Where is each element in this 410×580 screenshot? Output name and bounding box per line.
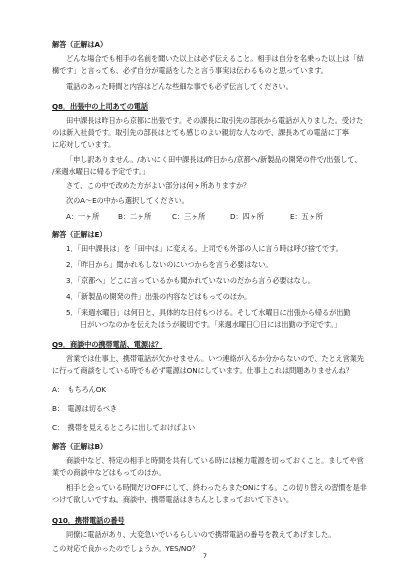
text-line: 田中課長は昨日から京都に出張です。その課長に取引先の部長から電話が入りました。受けた: [66, 116, 364, 125]
text-line: つけて欲しいですね。商談中、携帯電話はきちんとしまっておいて下さい。: [52, 495, 293, 504]
text-line: 5．「来週水曜日」は何日と、具体的な日付もつける。そして水曜日に出張から帰るが出勤: [66, 308, 351, 317]
answer-heading: 解答（正解はE）: [52, 230, 107, 239]
text-line: に応対しています。: [52, 140, 116, 149]
text-line: に行って商談をしている時でも必ず電源はONにしています。仕事上これは問題ありませんね？: [52, 366, 353, 375]
text-line: 電話のあった時間と内容はどんな些細な事でも必ず伝言してください。: [66, 82, 293, 91]
text-line: E：五ヶ所: [290, 212, 323, 221]
text-line: 日がいつなのかを伝えたほうが親切です。「来週水曜日〇日には出勤の予定です。」: [80, 320, 341, 329]
text-line: B： 電源は切るべき: [52, 404, 118, 413]
question-heading: Q9．商談中の携帯電話、電源は？: [52, 340, 163, 349]
text-line: 4．「新製品の開発の件」出張の内容などはもってのほか。: [66, 292, 252, 301]
text-line: さて、この中で改めた方がよい部分は何ヶ所ありますか？: [66, 181, 251, 190]
text-line: B：二ヶ所: [118, 212, 152, 221]
text-line: A：一ヶ所: [66, 212, 100, 221]
text-line: 構です」と言っても、必ず自分が電話をしたと言う事実は伝わるものと思っています。: [52, 66, 328, 75]
text-line: C：三ヶ所: [172, 212, 206, 221]
text-line: 「申し訳ありません。/あいにく田中課長は/昨日から/京都へ/新製品の開発の件で/出張して、: [66, 155, 362, 164]
page-number: 7: [202, 552, 208, 560]
text-line: C： 携帯を見えるところに出しておけばよい: [52, 423, 196, 432]
text-line: 同僚に電話があり、大変急いでいるらしいので携帯電話の番号を教えてあげました。: [66, 530, 336, 539]
text-line: 3．「京都へ」どこに言っているかも聞かれていないのだから言う必要はなし。: [66, 276, 315, 285]
question-heading: Q8．出張中の上司あての電話: [52, 102, 148, 111]
question-heading: Q10．携帯電話の番号: [52, 516, 125, 525]
text-line: /来週水曜日に帰る予定です。」: [52, 167, 150, 176]
text-line: 営業では仕事上、携帯電話が欠かせません。いつ連絡が入るか分からないので、たとえ営業先: [66, 354, 364, 363]
text-line: 次のA～Eの中から選択してください。: [66, 196, 189, 205]
text-line: どんな場合でも相手の名前を聞いた以上は必ず伝えること。相手は自分を名乗った以上は「結: [66, 54, 364, 63]
text-line: A： もちろんOK: [52, 385, 106, 394]
text-line: のは新入社員です。取引先の部長はとても感じのよい親切な人なので、課長あての電話に丁寧: [52, 128, 349, 137]
text-line: 相手と会っている時間だけOFFにして、終わったらまたONにする。この切り替えの習慣を是非: [66, 483, 367, 492]
text-line: 商談中など、特定の相手と時間を共有している時には極力電源を切っておくこと。ましてや営: [66, 456, 364, 465]
answer-heading: 解答（正解はB）: [52, 442, 107, 451]
text-line: 2．「昨日から」聞かれもしないのにいつからを言う必要はない。: [66, 260, 273, 269]
text-line: D：四ヶ所: [230, 212, 264, 221]
text-line: この対応で良かったのでしょうか。YES/NO？: [52, 544, 199, 553]
answer-heading: 解答（正解はA）: [52, 40, 108, 49]
text-line: 業での商談中などはもってのほか。: [52, 468, 166, 477]
text-line: 1．「田中課長は」を「田中は」に変える。上司でも外部の人に言う時は呼び捨てです。: [66, 244, 343, 253]
